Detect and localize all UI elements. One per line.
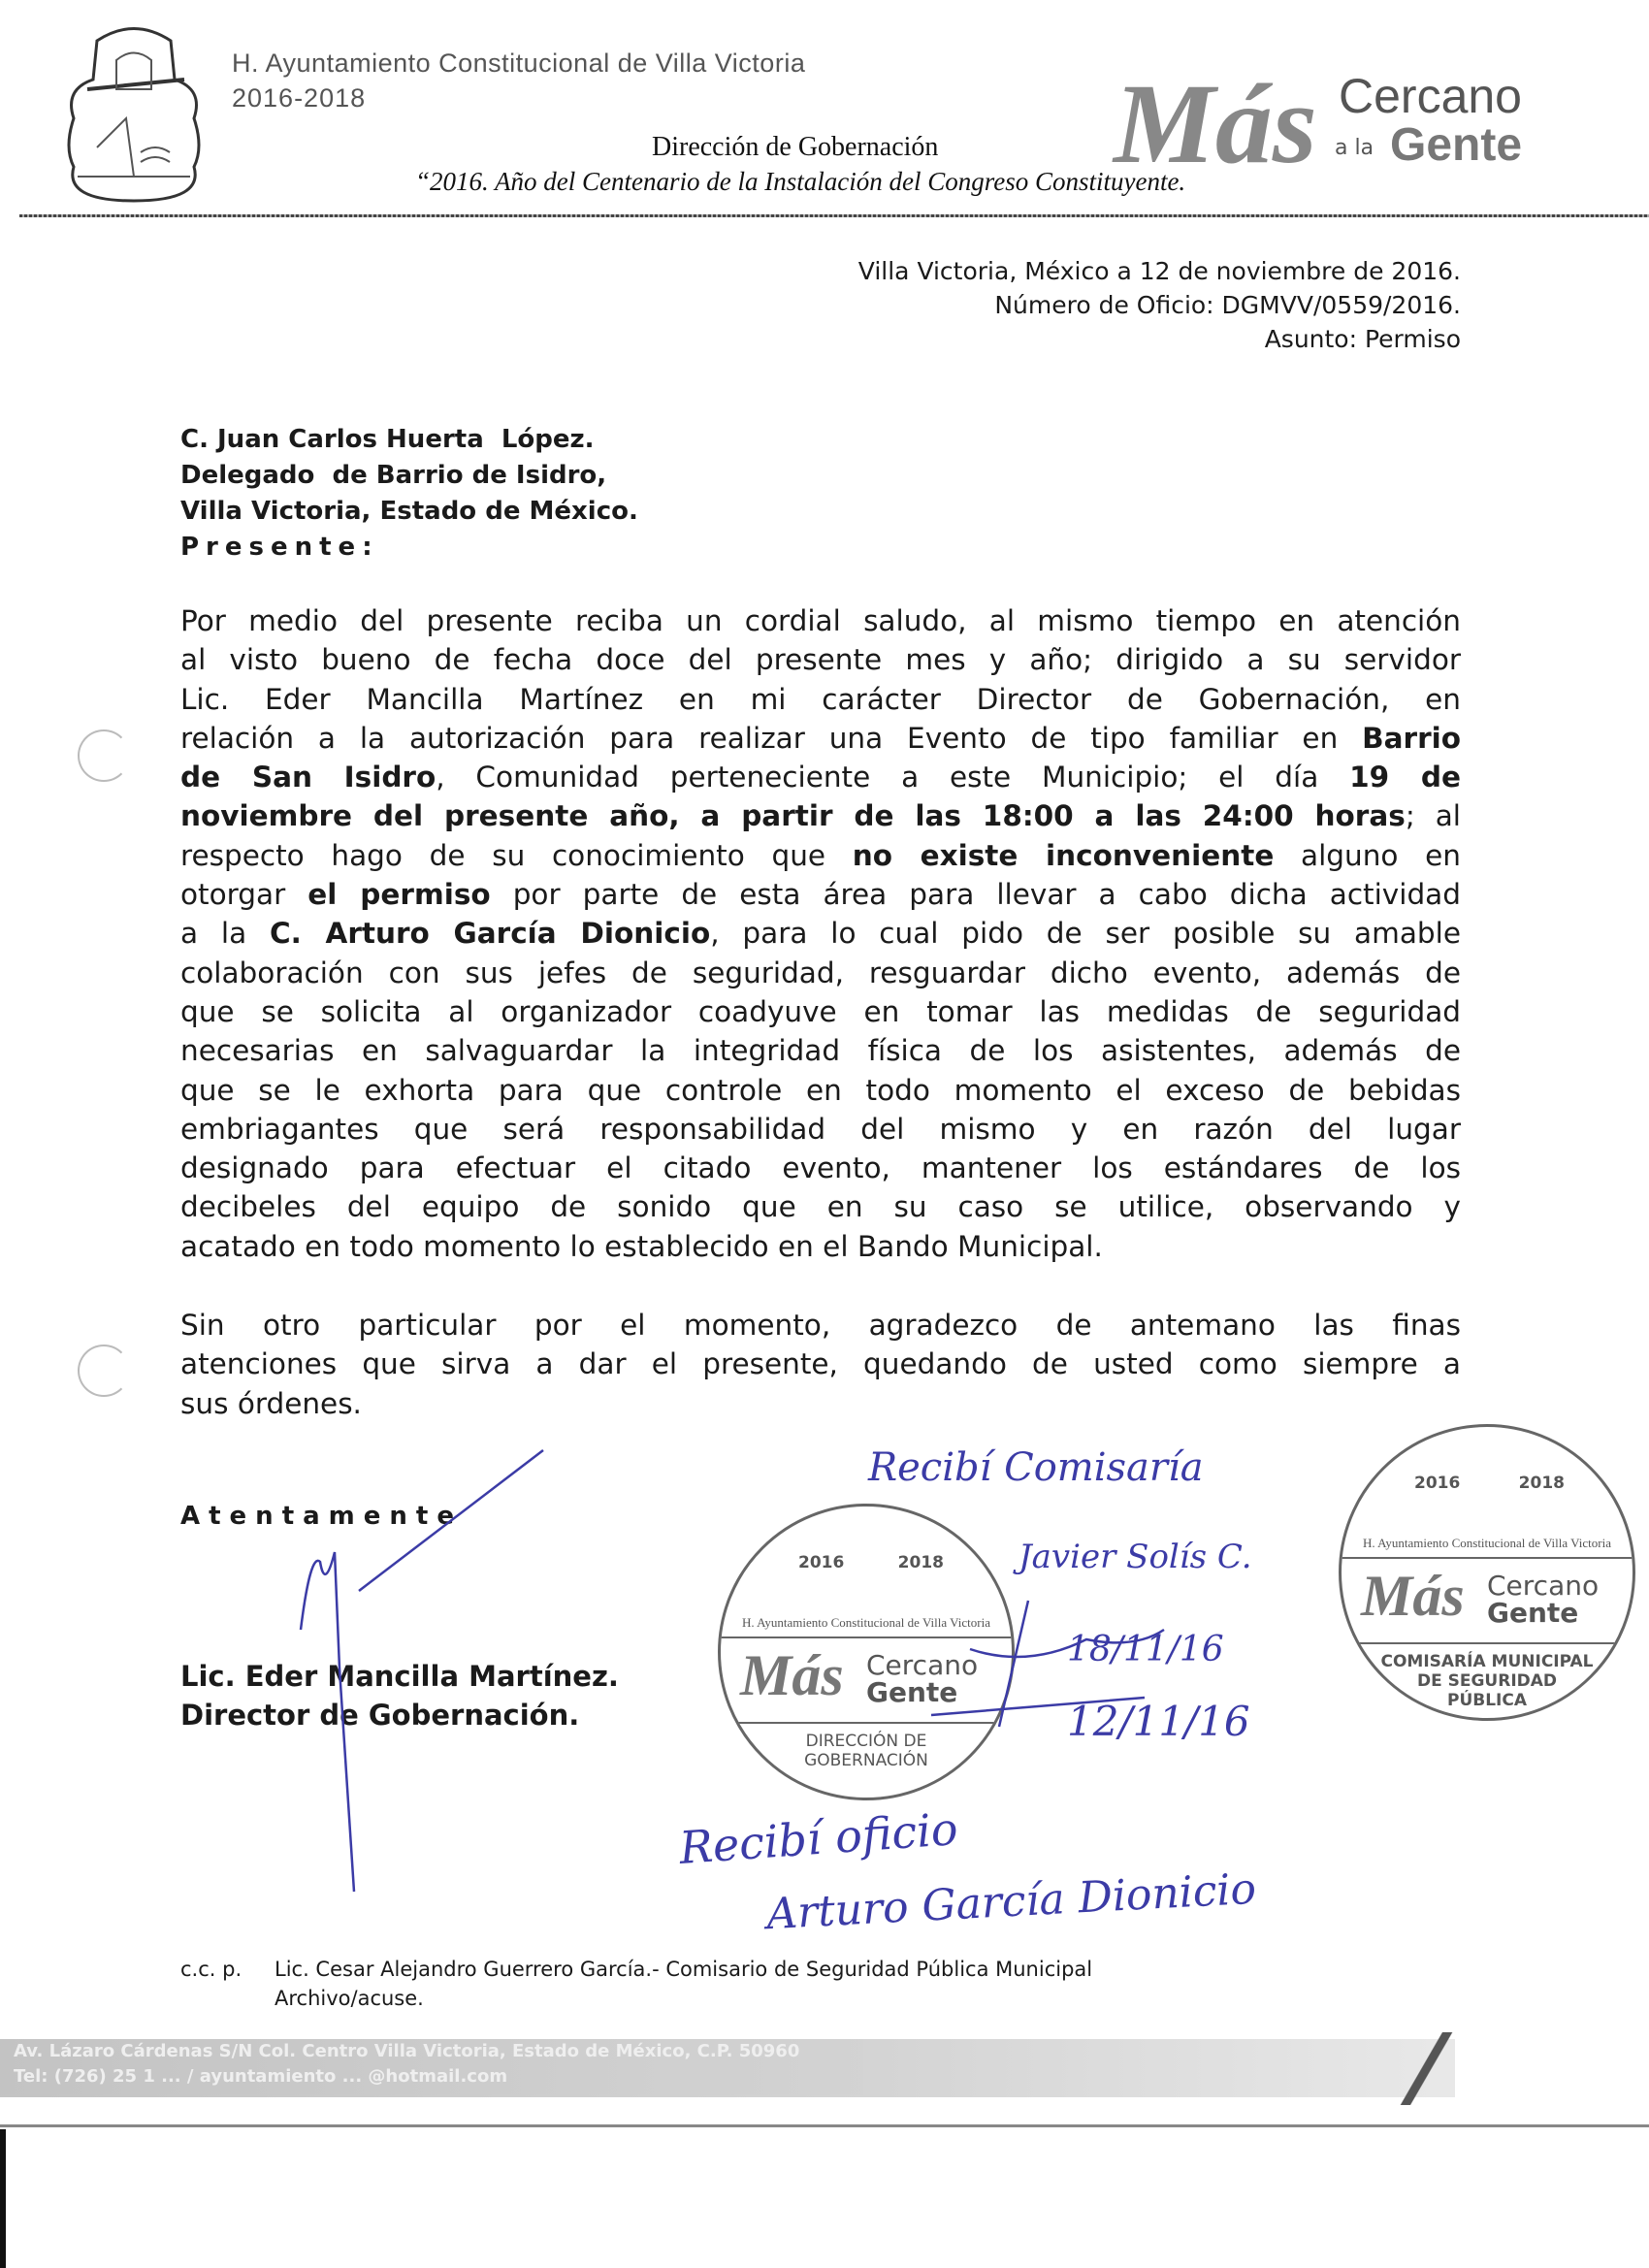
stamp-institution: H. Ayuntamiento Constitucional de Villa Victoria	[1342, 1536, 1633, 1559]
body-text: decibeles del equipo de sonido que en su caso se utilice, observando y	[180, 1190, 1461, 1224]
place-date: Villa Victoria, México a 12 de noviembre de 2016.	[857, 257, 1461, 285]
signer-name: Lic. Eder Mancilla Martínez.	[180, 1660, 619, 1693]
closing-atentamente: Atentamente	[180, 1502, 463, 1531]
addressee-location: Villa Victoria, Estado de México.	[180, 497, 638, 526]
cc-recipient: Lic. Cesar Alejandro Guerrero García.- Comisario de Seguridad Pública Municipal	[275, 1958, 1093, 1981]
stamp-brand: Más	[740, 1643, 844, 1707]
body-line	[180, 1384, 1461, 1423]
body-text: a la	[180, 917, 270, 951]
stamp-brand-text: Cercano Gente	[866, 1649, 979, 1708]
body-text: , Comunidad perteneciente a este Municipio; el día	[436, 761, 1350, 794]
body-line	[180, 836, 1461, 875]
body-text: respecto hago de su conocimiento que	[180, 838, 853, 872]
stamp-brand-text: Cercano Gente	[1487, 1570, 1600, 1629]
stamp-year: 2016	[798, 1553, 845, 1572]
scan-edge	[0, 2129, 6, 2268]
stamp-institution: H. Ayuntamiento Constitucional de Villa Victoria	[721, 1615, 1012, 1638]
body-text: atenciones que sirva a dar el presente, quedando de usted como siempre a	[180, 1347, 1461, 1381]
handwritten-date: 12/11/16	[1067, 1698, 1250, 1745]
body-line	[180, 758, 1461, 796]
body-line	[180, 1110, 1461, 1149]
punch-hole	[78, 1345, 130, 1397]
body-line	[180, 1345, 1461, 1383]
stamp-year: 2018	[897, 1553, 944, 1572]
emphasis-text: el permiso	[307, 878, 491, 912]
body-text: acatado en todo momento lo establecido en el Bando Municipal.	[180, 1229, 1103, 1263]
body-line	[180, 719, 1461, 758]
stamp-department: DIRECCIÓN DE GOBERNACIÓN	[721, 1722, 1012, 1770]
footer-band	[0, 2039, 1455, 2097]
stamp-department: COMISARÍA MUNICIPAL DE SEGURIDAD PÚBLICA	[1342, 1642, 1633, 1710]
body-line	[180, 1071, 1461, 1110]
carbon-copy-block	[180, 1955, 1092, 2013]
stamp-brand: Más	[1361, 1564, 1465, 1628]
institution-name: H. Ayuntamiento Constitucional de Villa Victoria	[232, 49, 806, 78]
department-title: Dirección de Gobernación	[652, 132, 939, 162]
emphasis-text: Barrio	[1362, 721, 1461, 755]
brand-gente: Gente	[1390, 119, 1523, 171]
handwritten-received-by: Recibí Comisaría	[868, 1445, 1204, 1490]
body-line	[180, 1149, 1461, 1187]
handwritten-receiver-name: Javier Solís C.	[1018, 1538, 1252, 1576]
body-text: al visto bueno de fecha doce del presente mes y año; dirigido a su servidor	[180, 643, 1461, 677]
body-line	[180, 992, 1461, 1031]
body-text: alguno en	[1274, 838, 1461, 872]
gobernacion-stamp	[718, 1504, 1015, 1800]
stamp-year: 2016	[1414, 1474, 1461, 1493]
emphasis-text: noviembre del presente año, a partir de las 18:00 a las 24:00 horas	[180, 799, 1406, 833]
handwritten-date: 18/11/16	[1067, 1630, 1224, 1669]
brand-mas: Más	[1114, 60, 1317, 187]
body-line	[180, 1227, 1461, 1266]
body-line	[180, 914, 1461, 953]
emphasis-text: de San Isidro	[180, 761, 436, 794]
signer-block	[180, 1657, 619, 1734]
greeting: Presente:	[180, 533, 379, 562]
body-text: , para lo cual pido de ser posible su amable	[710, 917, 1461, 951]
footer-address: Av. Lázaro Cárdenas S/N Col. Centro Villa Victoria, Estado de México, C.P. 50960	[14, 2041, 800, 2061]
cc-archive: Archivo/acuse.	[275, 1987, 424, 2010]
body-line	[180, 1306, 1461, 1345]
footer-decoration	[1397, 2032, 1455, 2105]
body-line	[180, 1187, 1461, 1226]
punch-hole	[78, 729, 130, 782]
body-text: Sin otro particular por el momento, agradezco de antemano las finas	[180, 1309, 1461, 1342]
body-text: otorgar	[180, 878, 308, 912]
footer-phone: Tel: (726) 25 1 ... / ayuntamiento ... @hotmail.com	[14, 2066, 508, 2087]
body-text: que se solicita al organizador coadyuve en tomar las medidas de seguridad	[180, 994, 1461, 1028]
body-text: Lic. Eder Mancilla Martínez en mi carácter Director de Gobernación, en	[180, 682, 1461, 716]
mas-cercano-brand-logo	[1114, 60, 1574, 189]
body-text: designado para efectuar el citado evento, mantener los estándares de los	[180, 1151, 1461, 1185]
comisaria-stamp	[1339, 1424, 1635, 1721]
signer-title: Director de Gobernación.	[180, 1699, 580, 1732]
year-motto: “2016. Año del Centenario de la Instalación del Congreso Constituyente.	[415, 167, 1186, 196]
body-line	[180, 601, 1461, 640]
body-text: que se le exhorta para que controle en todo momento el exceso de bebidas	[180, 1073, 1461, 1107]
body-text: Por medio del presente reciba un cordial saludo, al mismo tiempo en atención	[180, 604, 1461, 637]
cc-label: c.c. p.	[180, 1958, 242, 1981]
body-text: embriagantes que será responsabilidad del mismo y en razón del lugar	[180, 1112, 1461, 1146]
oficio-number: Número de Oficio: DGMVV/0559/2016.	[994, 291, 1461, 319]
addressee-name: C. Juan Carlos Huerta López.	[180, 425, 595, 454]
body-line	[180, 796, 1461, 835]
brand-cercano: Cercano	[1339, 69, 1522, 123]
subject: Asunto: Permiso	[1264, 325, 1461, 353]
handwritten-received-oficio: Recibí oficio	[677, 1802, 960, 1874]
administration-period: 2016-2018	[232, 83, 367, 113]
addressee-block	[180, 422, 638, 566]
page-edge	[0, 2124, 1649, 2127]
emphasis-text: C. Arturo García Dionicio	[269, 917, 711, 951]
body-line	[180, 875, 1461, 914]
emphasis-text: 19 de	[1349, 761, 1461, 794]
body-paragraph-1	[180, 601, 1461, 1266]
body-line	[180, 954, 1461, 992]
brand-ala: a la	[1335, 136, 1374, 160]
emphasis-text: no existe inconveniente	[852, 838, 1275, 872]
body-line	[180, 1031, 1461, 1070]
header-divider	[19, 214, 1649, 217]
municipal-coat-of-arms-logo	[58, 21, 210, 203]
body-text: relación a la autorización para realizar una Evento de tipo familiar en	[180, 721, 1363, 755]
body-text: ; al	[1405, 799, 1461, 833]
document-meta	[858, 254, 1461, 356]
body-paragraph-2	[180, 1306, 1461, 1423]
addressee-role: Delegado de Barrio de Isidro,	[180, 461, 607, 490]
handwritten-recipient-name: Arturo García Dionicio	[765, 1863, 1258, 1940]
body-text: necesarias en salvaguardar la integridad física de los asistentes, además de	[180, 1034, 1461, 1068]
stamp-year: 2018	[1518, 1474, 1565, 1493]
body-text: colaboración con sus jefes de seguridad, resguardar dicho evento, además de	[180, 956, 1461, 989]
body-line	[180, 680, 1461, 719]
body-text: sus órdenes.	[180, 1386, 362, 1420]
body-text: por parte de esta área para llevar a cabo dicha actividad	[490, 878, 1461, 912]
body-line	[180, 640, 1461, 679]
